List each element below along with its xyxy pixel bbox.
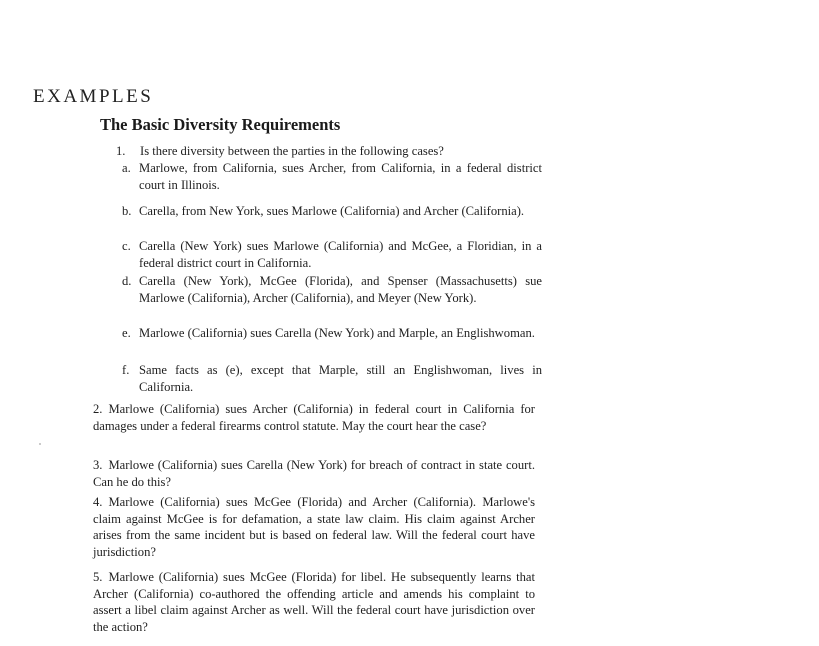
sub-item-b: [122, 203, 542, 220]
sub-item-text: Marlowe (California) sues Carella (New York) and Marple, an Englishwoman.: [139, 326, 535, 340]
sub-item-letter: c.: [122, 239, 131, 253]
sub-item-letter: a.: [122, 161, 131, 175]
sub-item-text: Carella (New York), McGee (Florida), and Spenser (Massachusetts) sue Marlowe (California), Archer (California), and Meyer (New York).: [139, 274, 542, 305]
sub-item-d: [122, 273, 542, 306]
sub-item-text: Carella, from New York, sues Marlowe (California) and Archer (California).: [139, 204, 525, 218]
sub-item-letter: f.: [122, 363, 130, 377]
question-3: [93, 457, 535, 490]
scan-speck: [39, 443, 41, 445]
question-number: 5.: [93, 570, 103, 584]
question-number: 4.: [93, 495, 103, 509]
subheading: The Basic Diversity Requirements: [100, 115, 341, 134]
question-2: [93, 401, 535, 434]
question-5: [93, 569, 535, 635]
question-number: 3.: [93, 458, 103, 472]
sub-item-a: [122, 160, 542, 193]
question-text: Marlowe (California) sues Carella (New York) for breach of contract in state court. Can he do this?: [93, 458, 535, 489]
sub-item-text: Carella (New York) sues Marlowe (California) and McGee, a Floridian, in a federal district court in California.: [139, 239, 542, 270]
question-number: 2.: [93, 402, 103, 416]
sub-item-text: Marlowe, from California, sues Archer, from California, in a federal district court in Illinois.: [139, 161, 542, 192]
sub-item-e: [122, 325, 542, 342]
sub-item-c: [122, 238, 542, 271]
question-text: Marlowe (California) sues McGee (Florida) and Archer (California). Marlowe's claim against McGee is for defamation, a state law claim. His claim against Archer arises from the same incident but is based on federal law. Will the federal court have jurisdiction?: [93, 495, 535, 559]
section-heading: EXAMPLES: [33, 86, 154, 107]
sub-item-letter: d.: [122, 274, 132, 288]
question-text: Is there diversity between the parties in the following cases?: [140, 144, 444, 158]
question-4: [93, 494, 535, 560]
question-text: Marlowe (California) sues McGee (Florida) for libel. He subsequently learns that Archer (California) co-authored the offending article and amends his complaint to assert a libel claim against Archer as well. Will the federal court have jurisdiction over the action?: [93, 570, 535, 634]
sub-item-letter: e.: [122, 326, 131, 340]
sub-item-text: Same facts as (e), except that Marple, still an Englishwoman, lives in California.: [139, 363, 542, 394]
sub-item-letter: b.: [122, 204, 132, 218]
sub-item-f: [122, 362, 542, 395]
question-number: 1.: [116, 144, 126, 158]
question-1: [116, 143, 546, 160]
question-text: Marlowe (California) sues Archer (California) in federal court in California for damages under a federal firearms control statute. May the court hear the case?: [93, 402, 535, 433]
